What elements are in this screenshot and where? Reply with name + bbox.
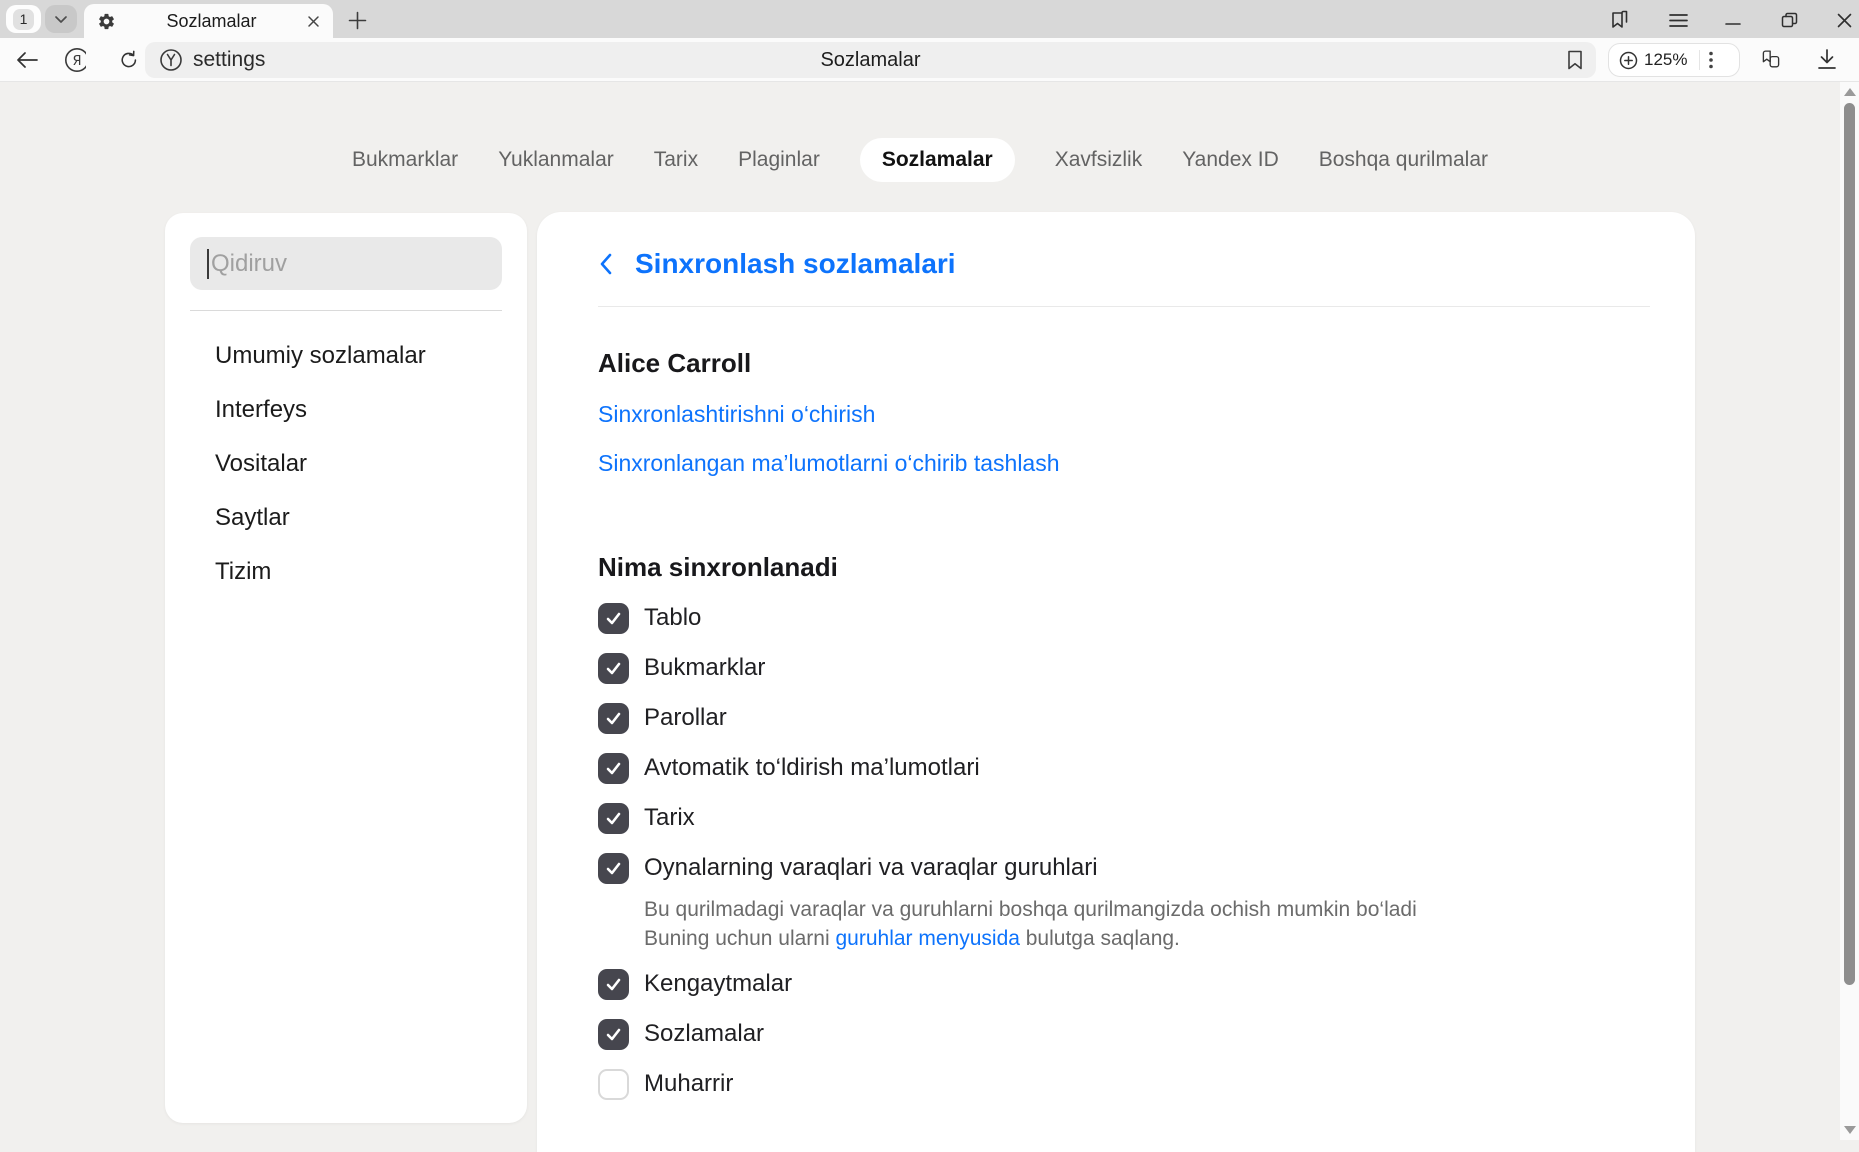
sync-item-row[interactable] (598, 693, 1650, 743)
page-header (598, 246, 1650, 282)
settings-nav-tab-4[interactable]: Sozlamalar (860, 138, 1015, 182)
back-chevron-icon[interactable] (598, 252, 613, 276)
settings-nav-tab-5[interactable]: Xavfsizlik (1054, 148, 1143, 171)
sidebar-item-2[interactable]: Vositalar (215, 450, 308, 477)
sidebar-list (165, 329, 527, 599)
new-tab-button[interactable] (346, 9, 368, 31)
sync-item-row[interactable] (598, 743, 1650, 793)
window-close-button[interactable] (1833, 9, 1855, 31)
bookmarks-sidebar-icon[interactable] (1609, 9, 1631, 31)
sidebar-item-0[interactable]: Umumiy sozlamalar (215, 342, 426, 369)
page-scrollbar[interactable] (1840, 82, 1859, 1140)
sync-item-label: Sozlamalar (644, 1020, 765, 1047)
sync-item-row[interactable] (598, 959, 1650, 1009)
sync-item-row[interactable] (598, 1059, 1650, 1109)
settings-nav-tab-7[interactable]: Boshqa qurilmalar (1318, 148, 1488, 171)
settings-nav-tab-1[interactable]: Yuklanmalar (498, 148, 614, 171)
settings-gear-icon (97, 12, 116, 31)
checkbox[interactable] (598, 753, 629, 784)
sidebar-divider (190, 310, 502, 311)
settings-nav-tab-3[interactable]: Plaginlar (738, 148, 820, 171)
tab-groups-menu-link[interactable]: guruhlar menyusida (835, 927, 1020, 950)
settings-nav-tab-6[interactable]: Yandex ID (1182, 148, 1279, 171)
svg-text:Я: Я (72, 54, 82, 69)
window-restore-button[interactable] (1778, 9, 1800, 31)
reload-icon[interactable] (118, 49, 140, 71)
checkbox[interactable] (598, 1019, 629, 1050)
sync-item-description: Bu qurilmadagi varaqlar va guruhlarni boshqa qurilmangizda ochish mumkin bo‘ladi Buning uchun ularni guruhlar menyusida bulutga saqlang. (644, 898, 1417, 950)
yandex-logo-icon[interactable] (64, 49, 86, 71)
section-title: Nima sinxronlanadi (598, 552, 838, 582)
zoom-level: 125% (1644, 50, 1688, 69)
sync-item-label: Parollar (644, 704, 727, 731)
tab-count-badge: 1 (13, 9, 34, 30)
settings-nav-tab-0[interactable]: Bukmarklar (351, 148, 459, 171)
sync-items-list (598, 593, 1650, 1109)
checkbox[interactable] (598, 653, 629, 684)
delete-synced-data-link[interactable]: Sinxronlangan ma’lumotlarni o‘chirib tashlash (598, 450, 1060, 476)
zoom-menu-kebab-icon[interactable] (1709, 51, 1713, 69)
disable-sync-link[interactable]: Sinxronlashtirishni o‘chirish (598, 401, 876, 427)
tab-strip (0, 0, 1859, 38)
address-bar-page-title: Sozlamalar (820, 48, 921, 71)
sync-item-label: Oynalarning varaqlari va varaqlar guruhlari (644, 854, 1098, 881)
sync-item-row[interactable] (598, 1009, 1650, 1059)
sync-item-row[interactable] (598, 643, 1650, 693)
sync-item-label: Avtomatik to‘ldirish ma’lumotlari (644, 754, 980, 781)
sync-item-row[interactable] (598, 843, 1650, 893)
sync-item-row[interactable] (598, 793, 1650, 843)
sync-item-label: Bukmarklar (644, 654, 766, 681)
browser-toolbar (0, 38, 1859, 82)
settings-sidebar (165, 213, 527, 1123)
sync-item-label: Tarix (644, 804, 695, 831)
chevron-down-icon (54, 15, 68, 24)
checkbox[interactable] (598, 703, 629, 734)
settings-nav (0, 134, 1840, 186)
menu-hamburger-icon[interactable] (1667, 9, 1689, 31)
tab-title: Sozlamalar (166, 10, 257, 31)
text-caret (207, 249, 209, 279)
tab-close-icon[interactable] (307, 15, 320, 28)
zoom-control[interactable] (1608, 43, 1740, 77)
sync-settings-panel (537, 212, 1695, 1152)
checkbox[interactable] (598, 969, 629, 1000)
sync-item-label: Kengaytmalar (644, 970, 793, 997)
zoom-in-icon (1619, 51, 1638, 70)
page-title[interactable]: Sinxronlash sozlamalari (635, 248, 956, 279)
scrollbar-up-icon[interactable] (1844, 88, 1856, 96)
back-button[interactable] (16, 49, 38, 71)
bookmark-flag-icon[interactable] (1566, 49, 1584, 71)
scrollbar-thumb[interactable] (1844, 103, 1855, 985)
header-divider (598, 306, 1650, 307)
settings-nav-tab-2[interactable]: Tarix (653, 148, 699, 171)
scrollbar-down-icon[interactable] (1844, 1126, 1856, 1134)
sidebar-item-4[interactable]: Tizim (215, 558, 272, 585)
sync-item-label: Muharrir (644, 1070, 734, 1097)
checkbox[interactable] (598, 603, 629, 634)
zoom-divider (1699, 50, 1700, 70)
window-minimize-button[interactable] (1722, 9, 1744, 31)
sync-item-row[interactable] (598, 593, 1650, 643)
checkbox[interactable] (598, 803, 629, 834)
collections-icon[interactable] (1760, 49, 1782, 71)
address-bar[interactable] (145, 42, 1596, 78)
account-name: Alice Carroll (598, 348, 752, 378)
sidebar-item-3[interactable]: Saytlar (215, 504, 290, 531)
sidebar-item-1[interactable]: Interfeys (215, 396, 308, 423)
search-placeholder: Qidiruv (211, 249, 288, 277)
search-input[interactable] (190, 237, 502, 290)
checkbox[interactable] (598, 1069, 629, 1100)
sync-item-label: Tablo (644, 604, 702, 631)
downloads-icon[interactable] (1816, 49, 1838, 71)
url-text: settings (193, 48, 266, 71)
site-search-icon (159, 48, 183, 72)
tabs-panel-button[interactable] (6, 5, 41, 33)
browser-tab[interactable] (84, 4, 333, 38)
tabs-dropdown-button[interactable] (45, 5, 77, 33)
checkbox[interactable] (598, 853, 629, 884)
